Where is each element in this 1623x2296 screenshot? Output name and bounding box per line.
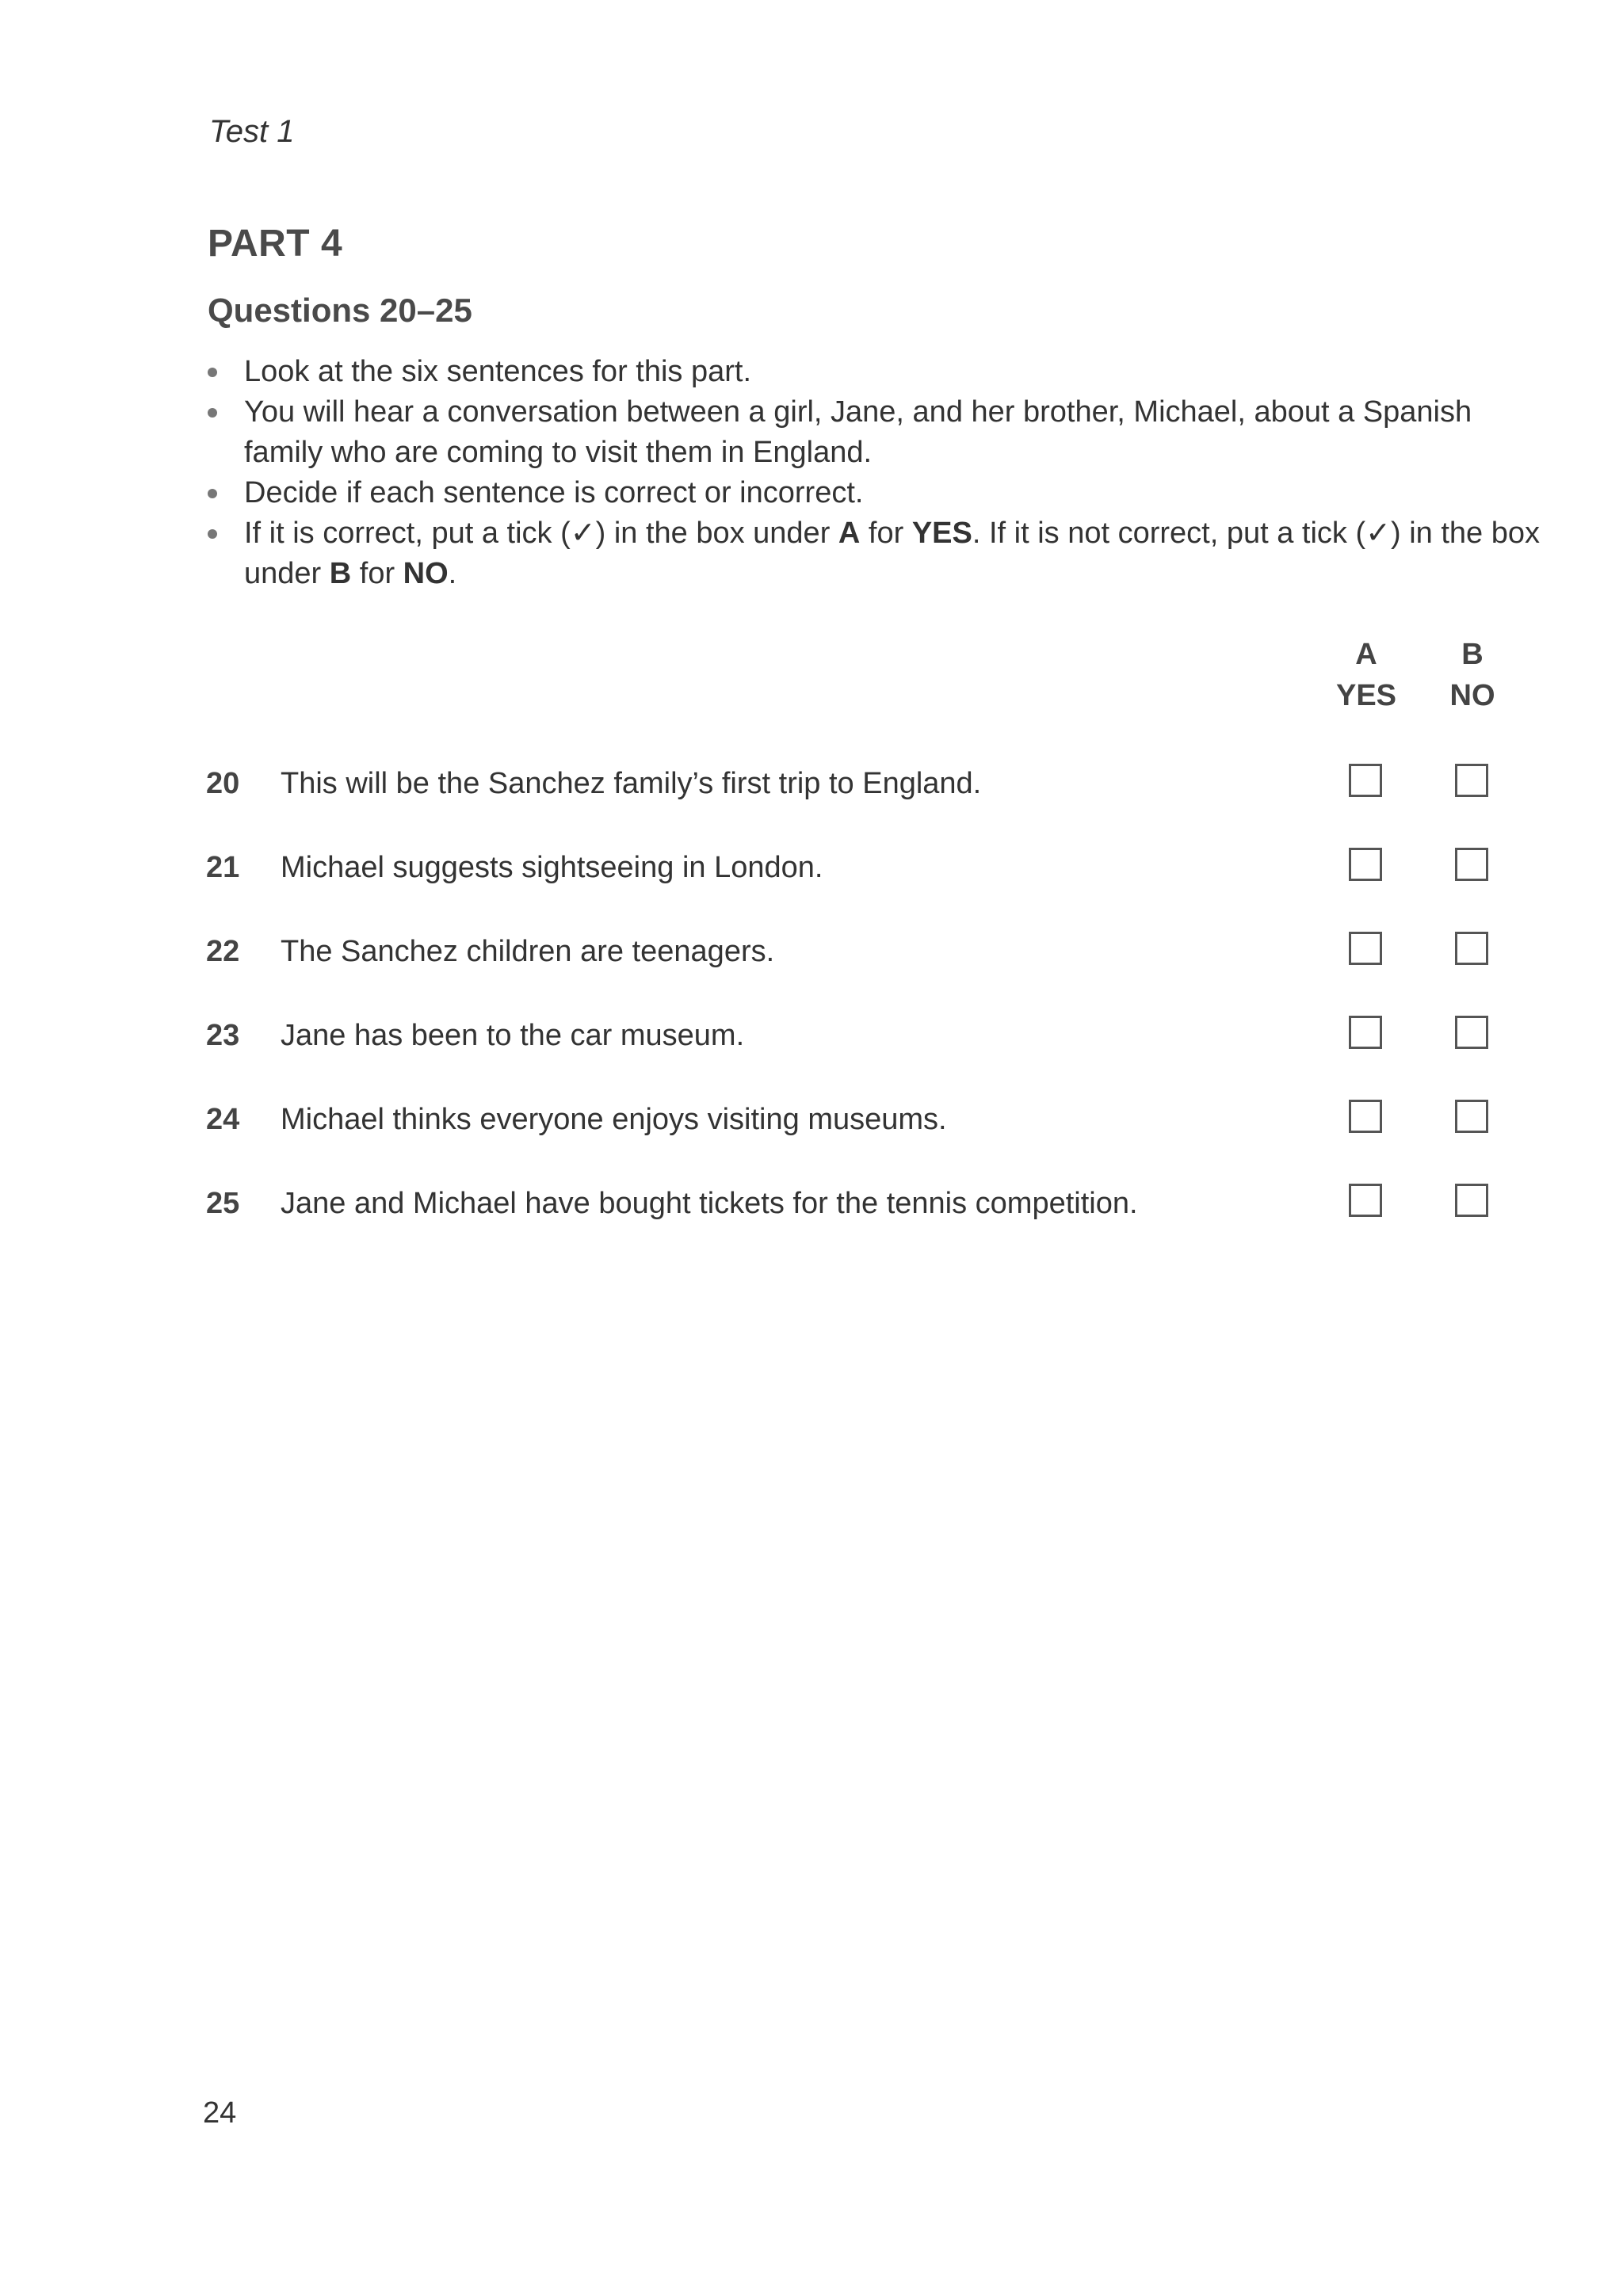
running-head: Test 1 — [209, 114, 295, 149]
question-number: 21 — [206, 851, 240, 884]
answer-a-checkbox[interactable] — [1349, 1100, 1382, 1133]
column-b-letter: B — [1461, 638, 1484, 671]
instruction-text: for — [351, 557, 403, 590]
answer-b-checkbox[interactable] — [1455, 764, 1488, 797]
bullet-icon — [208, 368, 217, 377]
answer-a-checkbox[interactable] — [1349, 1184, 1382, 1217]
instruction-item — [204, 352, 1552, 392]
instruction-item — [204, 392, 1552, 473]
question-text: Jane and Michael have bought tickets for the tennis competition. — [281, 1187, 1138, 1220]
column-a-header — [1319, 634, 1414, 716]
part-title: PART 4 — [208, 223, 343, 265]
answer-a-checkbox[interactable] — [1349, 848, 1382, 881]
question-number: 24 — [206, 1103, 240, 1136]
bullet-icon — [208, 408, 217, 418]
page-number: 24 — [203, 2096, 237, 2130]
instruction-text: . If it is not correct, put a tick (✓) in the box under — [244, 517, 1540, 590]
answer-b-checkbox[interactable] — [1455, 1016, 1488, 1049]
question-number: 25 — [206, 1187, 240, 1220]
column-a-letter: A — [1355, 638, 1377, 671]
question-text: The Sanchez children are teenagers. — [281, 935, 775, 968]
instruction-text: . — [448, 557, 457, 590]
instructions-list — [204, 352, 1552, 594]
instruction-emphasis: YES — [911, 517, 972, 550]
question-text: Michael suggests sightseeing in London. — [281, 851, 823, 884]
question-text: This will be the Sanchez family’s first trip to England. — [281, 767, 982, 800]
column-b-label: NO — [1449, 679, 1495, 712]
instruction-text: If it is correct, put a tick (✓) in the box under — [244, 517, 838, 550]
question-number: 20 — [206, 767, 240, 800]
question-text: Michael thinks everyone enjoys visiting museums. — [281, 1103, 947, 1136]
question-row — [0, 761, 1623, 808]
answer-a-checkbox[interactable] — [1349, 764, 1382, 797]
question-row — [0, 845, 1623, 892]
instruction-text: You will hear a conversation between a girl, Jane, and her brother, Michael, about a Spanish family who are coming to visit them in England. — [244, 395, 1472, 469]
question-number: 23 — [206, 1019, 240, 1052]
question-text: Jane has been to the car museum. — [281, 1019, 745, 1052]
bullet-icon — [208, 489, 217, 498]
question-row — [0, 1097, 1623, 1144]
answer-b-checkbox[interactable] — [1455, 1184, 1488, 1217]
question-row — [0, 1013, 1623, 1060]
question-number: 22 — [206, 935, 240, 968]
instruction-text: for — [860, 517, 912, 550]
bullet-icon — [208, 529, 217, 539]
answer-a-checkbox[interactable] — [1349, 932, 1382, 965]
questions-title: Questions 20–25 — [208, 292, 472, 329]
instruction-item — [204, 513, 1552, 594]
answer-b-checkbox[interactable] — [1455, 1100, 1488, 1133]
instruction-text: Look at the six sentences for this part. — [244, 355, 752, 388]
column-b-header — [1425, 634, 1520, 716]
instruction-item — [204, 473, 1552, 513]
instruction-emphasis: NO — [403, 557, 449, 590]
instruction-text: Decide if each sentence is correct or incorrect. — [244, 476, 864, 509]
answer-b-checkbox[interactable] — [1455, 848, 1488, 881]
question-row — [0, 929, 1623, 976]
question-row — [0, 1180, 1623, 1228]
instruction-emphasis: B — [329, 557, 352, 590]
answer-a-checkbox[interactable] — [1349, 1016, 1382, 1049]
instruction-emphasis: A — [838, 517, 861, 550]
column-a-label: YES — [1335, 679, 1397, 712]
answer-b-checkbox[interactable] — [1455, 932, 1488, 965]
